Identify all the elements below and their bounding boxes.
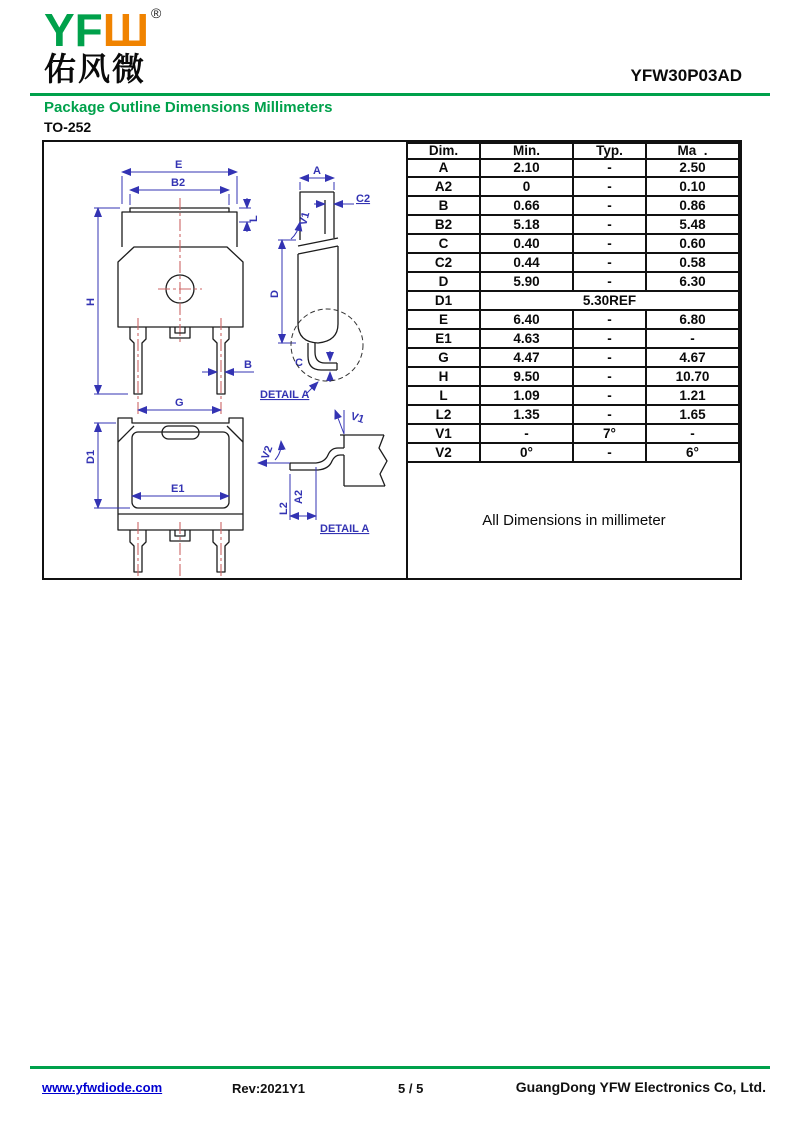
value-cell: 4.63 [480,329,573,348]
website-link[interactable]: www.yfwdiode.com [42,1080,163,1095]
dim-cell: C [407,234,480,253]
dim-label-l: L [248,215,260,222]
col-header-max: Ma . [646,143,739,159]
value-cell: - [573,196,646,215]
value-cell: 2.10 [480,159,573,178]
top-view-drawing [85,159,260,414]
detail-a-caption: DETAIL A [320,523,370,535]
outline-drawing-box [42,140,742,580]
dim-cell: D [407,272,480,291]
dim-cell: L [407,386,480,405]
dim-cell: G [407,348,480,367]
dim-cell: L2 [407,405,480,424]
dim-cell: D1 [407,291,480,310]
value-cell: 1.09 [480,386,573,405]
value-cell: 0.40 [480,234,573,253]
value-cell: - [646,329,739,348]
dim-label-v1-detail: V1 [349,410,366,427]
dim-label-b2: B2 [171,177,186,189]
dim-cell: C2 [407,253,480,272]
table-row [407,196,739,215]
value-cell: - [573,177,646,196]
dim-label-v1-side: V1 [297,210,313,227]
value-cell: - [646,424,739,443]
page-number: 5 / 5 [398,1081,424,1096]
dimension-table-panel [406,142,740,578]
dim-label-b: B [244,359,252,371]
value-cell: - [573,272,646,291]
table-row [407,386,739,405]
section-title: Package Outline Dimensions Millimeters [44,99,333,116]
logo-wordmark [44,4,162,56]
value-cell: 0.86 [646,196,739,215]
value-cell: - [573,234,646,253]
dim-cell: H [407,367,480,386]
dimension-table [406,142,740,463]
table-row [407,159,739,178]
table-row [407,177,739,196]
table-row [407,443,739,462]
dim-cell: A [407,159,480,178]
table-header-row [407,143,739,159]
value-cell: 4.67 [646,348,739,367]
detail-a-drawing [258,410,387,535]
dim-label-d1: D1 [85,449,97,464]
value-cell: - [573,443,646,462]
dim-label-c2: C2 [356,193,371,205]
value-cell: 6.40 [480,310,573,329]
logo-yf-text: YF [44,4,103,56]
value-cell: 0 [480,177,573,196]
value-cell: 6.80 [646,310,739,329]
logo-w-glyph: Ш [102,4,150,56]
value-cell: 1.65 [646,405,739,424]
value-cell: - [573,310,646,329]
col-header-dim: Dim. [407,143,480,159]
value-cell: 2.50 [646,159,739,178]
value-cell: 0.58 [646,253,739,272]
package-outline-drawing [44,142,410,578]
logo-chinese-name: 佑风微 [44,51,147,87]
package-name: TO-252 [44,119,92,135]
value-cell: 6° [646,443,739,462]
value-cell: 9.50 [480,367,573,386]
dim-label-e1: E1 [171,483,185,495]
bottom-view-drawing [85,418,243,578]
value-cell: 0.66 [480,196,573,215]
value-cell: - [573,386,646,405]
dim-label-d: D [269,290,281,298]
value-cell: 0.60 [646,234,739,253]
dim-cell: E [407,310,480,329]
company-logo [44,6,161,87]
table-row [407,367,739,386]
table-row [407,329,739,348]
value-cell: 0° [480,443,573,462]
company-name: GuangDong YFW Electronics Co, Ltd. [515,1079,766,1095]
dim-cell: V1 [407,424,480,443]
value-cell: - [573,329,646,348]
value-cell: - [573,348,646,367]
value-cell: 0.10 [646,177,739,196]
value-cell: - [573,159,646,178]
part-number: YFW30P03AD [630,66,742,85]
table-row [407,215,739,234]
detail-a-callout: DETAIL A [260,389,310,401]
table-row [407,348,739,367]
value-cell: - [573,367,646,386]
dim-cell: B [407,196,480,215]
table-row [407,291,739,310]
header-divider [30,93,770,96]
dim-cell: B2 [407,215,480,234]
units-note: All Dimensions in millimeter [406,463,740,578]
col-header-min: Min. [480,143,573,159]
value-cell: - [573,215,646,234]
value-cell: - [573,405,646,424]
dim-cell: A2 [407,177,480,196]
table-row [407,310,739,329]
value-cell: 10.70 [646,367,739,386]
table-row [407,424,739,443]
value-cell: 6.30 [646,272,739,291]
table-row [407,405,739,424]
dim-cell: E1 [407,329,480,348]
dim-label-v2: V2 [259,444,276,462]
registered-trademark-icon: ® [151,5,162,21]
footer-divider [30,1066,770,1069]
col-header-typ: Typ. [573,143,646,159]
dim-label-g: G [175,397,184,409]
table-row [407,234,739,253]
value-cell: - [480,424,573,443]
value-cell: 5.18 [480,215,573,234]
value-cell: 7° [573,424,646,443]
table-row [407,272,739,291]
dim-label-a2: A2 [293,489,305,504]
dim-label-l2: L2 [278,502,290,515]
value-cell: 5.30REF [480,291,739,310]
value-cell: - [573,253,646,272]
value-cell: 1.21 [646,386,739,405]
table-row [407,253,739,272]
dim-label-h: H [85,298,97,306]
revision-label: Rev:2021Y1 [232,1081,305,1096]
value-cell: 5.90 [480,272,573,291]
dim-label-a: A [313,165,321,177]
value-cell: 5.48 [646,215,739,234]
value-cell: 0.44 [480,253,573,272]
dim-label-e: E [175,159,183,171]
dim-cell: V2 [407,443,480,462]
value-cell: 4.47 [480,348,573,367]
dimension-table-body [407,159,739,463]
value-cell: 1.35 [480,405,573,424]
side-view-drawing [260,165,370,401]
dim-label-c: C [295,357,303,369]
